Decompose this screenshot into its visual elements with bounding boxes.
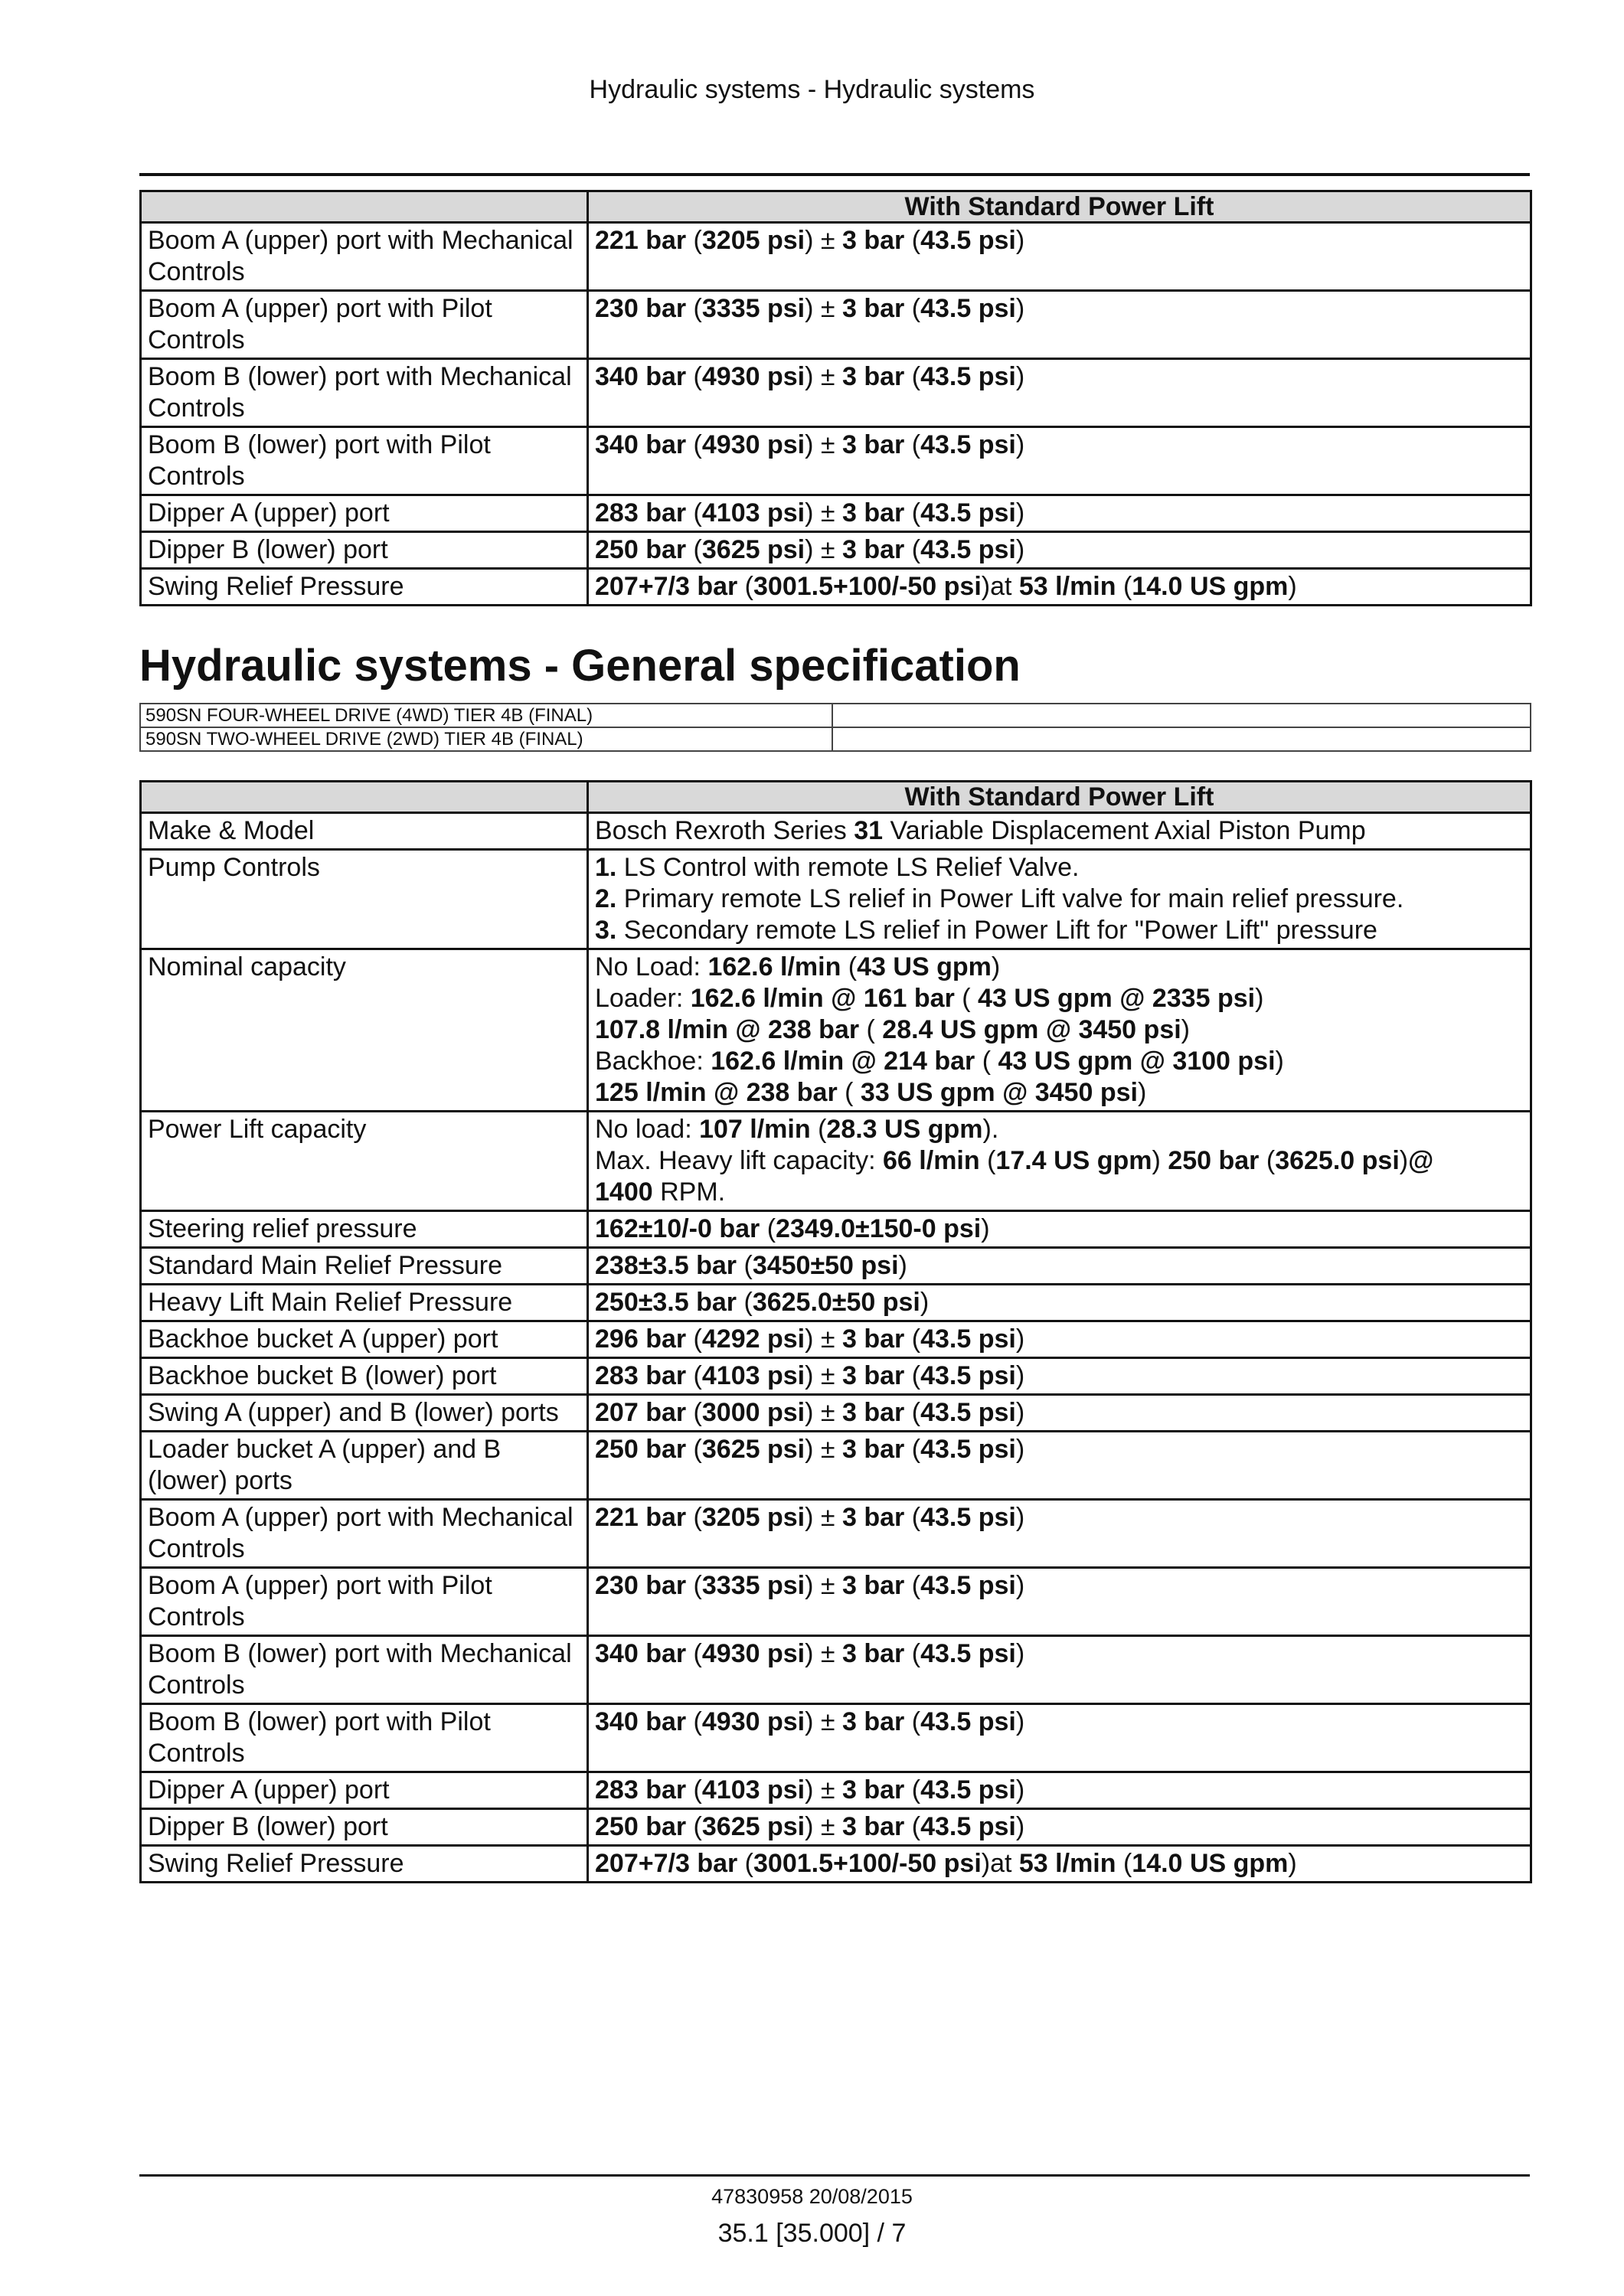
table-row — [141, 427, 1531, 495]
row-value — [588, 1636, 1531, 1704]
value-line: 250±3.5 bar (3625.0±50 psi) — [595, 1288, 930, 1317]
value-line: 107.8 l/min @ 238 bar ( 28.4 US gpm @ 3450 psi) — [595, 1015, 1190, 1044]
value-line: 283 bar (4103 psi) ± 3 bar (43.5 psi) — [595, 1775, 1025, 1804]
model-row — [140, 704, 1531, 727]
value-line: Loader: 162.6 l/min @ 161 bar ( 43 US gpm @ 2335 psi) — [595, 984, 1264, 1013]
row-value: 340 bar (4930 psi) ± 3 bar (43.5 psi) — [588, 359, 1531, 427]
table-row — [141, 359, 1531, 427]
row-value: 283 bar (4103 psi) ± 3 bar (43.5 psi) — [588, 495, 1531, 532]
value-line: 340 bar (4930 psi) ± 3 bar (43.5 psi) — [595, 1707, 1025, 1736]
model-note — [832, 704, 1531, 727]
row-value: 230 bar (3335 psi) ± 3 bar (43.5 psi) — [588, 291, 1531, 359]
table-row — [141, 1568, 1531, 1636]
model-name: 590SN TWO-WHEEL DRIVE (2WD) TIER 4B (FINAL) — [140, 727, 832, 751]
value-line: 283 bar (4103 psi) ± 3 bar (43.5 psi) — [595, 1361, 1025, 1390]
value-line: 207 bar (3000 psi) ± 3 bar (43.5 psi) — [595, 1398, 1025, 1427]
row-label: Boom B (lower) port with Pilot Controls — [141, 1704, 588, 1772]
row-label: Dipper B (lower) port — [141, 532, 588, 569]
row-label: Backhoe bucket B (lower) port — [141, 1358, 588, 1395]
value-line: 2. Primary remote LS relief in Power Lift valve for main relief pressure. — [595, 884, 1404, 913]
row-value — [588, 1358, 1531, 1395]
value-line: 207+7/3 bar (3001.5+100/-50 psi)at 53 l/min (14.0 US gpm) — [595, 1849, 1297, 1878]
row-value — [588, 1112, 1531, 1211]
table-row — [141, 1809, 1531, 1846]
table-row — [141, 1772, 1531, 1809]
value-line: 250 bar (3625 psi) ± 3 bar (43.5 psi) — [595, 1435, 1025, 1464]
table-row — [141, 1358, 1531, 1395]
table-row — [141, 1846, 1531, 1883]
row-label: Swing Relief Pressure — [141, 1846, 588, 1883]
model-row — [140, 727, 1531, 751]
model-name: 590SN FOUR-WHEEL DRIVE (4WD) TIER 4B (FINAL) — [140, 704, 832, 727]
row-value — [588, 1395, 1531, 1432]
table-row — [141, 1285, 1531, 1321]
table-header-blank — [141, 782, 588, 813]
row-value — [588, 1846, 1531, 1883]
row-label: Boom B (lower) port with Mechanical Controls — [141, 359, 588, 427]
table-row — [141, 1248, 1531, 1285]
value-line: 296 bar (4292 psi) ± 3 bar (43.5 psi) — [595, 1324, 1025, 1354]
row-value — [588, 850, 1531, 949]
row-value — [588, 1211, 1531, 1248]
value-line: 162±10/-0 bar (2349.0±150-0 psi) — [595, 1214, 990, 1243]
table-row — [141, 1432, 1531, 1500]
row-label: Dipper A (upper) port — [141, 1772, 588, 1809]
row-label: Make & Model — [141, 813, 588, 850]
model-applicability-table — [139, 703, 1531, 752]
table-row — [141, 223, 1531, 291]
row-value — [588, 1432, 1531, 1500]
row-label: Dipper B (lower) port — [141, 1809, 588, 1846]
table-row — [141, 1112, 1531, 1211]
table-row — [141, 532, 1531, 569]
row-value — [588, 1704, 1531, 1772]
row-value — [588, 1809, 1531, 1846]
value-line: 1400 RPM. — [595, 1177, 726, 1207]
value-line: Max. Heavy lift capacity: 66 l/min (17.4 US gpm) 250 bar (3625.0 psi)@ — [595, 1146, 1434, 1175]
value-line: 1. LS Control with remote LS Relief Valve. — [595, 853, 1080, 882]
row-label: Power Lift capacity — [141, 1112, 588, 1211]
row-label: Boom A (upper) port with Pilot Controls — [141, 291, 588, 359]
table-row — [141, 1321, 1531, 1358]
table-row — [141, 850, 1531, 949]
row-label: Steering relief pressure — [141, 1211, 588, 1248]
row-value — [588, 1321, 1531, 1358]
table-row — [141, 949, 1531, 1112]
general-specification-table — [139, 780, 1532, 1883]
value-line: No load: 107 l/min (28.3 US gpm). — [595, 1115, 999, 1144]
running-header: Hydraulic systems - Hydraulic systems — [589, 75, 1035, 104]
row-value: 250 bar (3625 psi) ± 3 bar (43.5 psi) — [588, 532, 1531, 569]
table-header-row — [141, 782, 1531, 813]
footer-rule — [139, 2174, 1530, 2177]
header-rule — [139, 173, 1530, 176]
row-label: Heavy Lift Main Relief Pressure — [141, 1285, 588, 1321]
page-reference: 35.1 [35.000] / 7 — [717, 2219, 907, 2248]
row-value: 207+7/3 bar (3001.5+100/-50 psi)at 53 l/min (14.0 US gpm) — [588, 569, 1531, 606]
row-value: 221 bar (3205 psi) ± 3 bar (43.5 psi) — [588, 223, 1531, 291]
row-label: Swing Relief Pressure — [141, 569, 588, 606]
value-line: No Load: 162.6 l/min (43 US gpm) — [595, 952, 1001, 981]
column-header: With Standard Power Lift — [588, 782, 1531, 813]
row-label: Nominal capacity — [141, 949, 588, 1112]
row-label: Boom B (lower) port with Pilot Controls — [141, 427, 588, 495]
row-label: Swing A (upper) and B (lower) ports — [141, 1395, 588, 1432]
row-value — [588, 1248, 1531, 1285]
section-title: Hydraulic systems - General specification — [139, 641, 1021, 691]
row-label: Dipper A (upper) port — [141, 495, 588, 532]
row-value — [588, 1285, 1531, 1321]
value-line: 3. Secondary remote LS relief in Power Lift for "Power Lift" pressure — [595, 916, 1377, 945]
table-row — [141, 1636, 1531, 1704]
table-row — [141, 1704, 1531, 1772]
table-header-blank — [141, 191, 588, 223]
row-label: Boom A (upper) port with Mechanical Controls — [141, 1500, 588, 1568]
value-line: 250 bar (3625 psi) ± 3 bar (43.5 psi) — [595, 1812, 1025, 1841]
table-header-row — [141, 191, 1531, 223]
model-note — [832, 727, 1531, 751]
row-value — [588, 1500, 1531, 1568]
row-value — [588, 813, 1531, 850]
row-label: Boom A (upper) port with Pilot Controls — [141, 1568, 588, 1636]
row-value: 340 bar (4930 psi) ± 3 bar (43.5 psi) — [588, 427, 1531, 495]
table-row — [141, 495, 1531, 532]
row-value — [588, 949, 1531, 1112]
row-value — [588, 1772, 1531, 1809]
row-label: Loader bucket A (upper) and B (lower) ports — [141, 1432, 588, 1500]
value-line: 238±3.5 bar (3450±50 psi) — [595, 1251, 907, 1280]
value-line: 230 bar (3335 psi) ± 3 bar (43.5 psi) — [595, 1571, 1025, 1600]
row-label: Backhoe bucket A (upper) port — [141, 1321, 588, 1358]
row-label: Standard Main Relief Pressure — [141, 1248, 588, 1285]
document-id: 47830958 20/08/2015 — [711, 2185, 913, 2208]
table-row — [141, 1500, 1531, 1568]
row-value — [588, 1568, 1531, 1636]
value-line: Backhoe: 162.6 l/min @ 214 bar ( 43 US gpm @ 3100 psi) — [595, 1047, 1284, 1076]
row-label: Boom A (upper) port with Mechanical Controls — [141, 223, 588, 291]
value-line: 221 bar (3205 psi) ± 3 bar (43.5 psi) — [595, 1503, 1025, 1532]
column-header: With Standard Power Lift — [588, 191, 1531, 223]
value-line: 340 bar (4930 psi) ± 3 bar (43.5 psi) — [595, 1639, 1025, 1668]
table-row — [141, 291, 1531, 359]
table-row — [141, 1395, 1531, 1432]
table-row — [141, 813, 1531, 850]
value-line: 125 l/min @ 238 bar ( 33 US gpm @ 3450 psi) — [595, 1078, 1147, 1107]
table-row — [141, 569, 1531, 606]
value-line: Bosch Rexroth Series 31 Variable Displacement Axial Piston Pump — [595, 816, 1366, 845]
pressure-table-continued — [139, 190, 1532, 606]
table-row — [141, 1211, 1531, 1248]
row-label: Boom B (lower) port with Mechanical Controls — [141, 1636, 588, 1704]
row-label: Pump Controls — [141, 850, 588, 949]
